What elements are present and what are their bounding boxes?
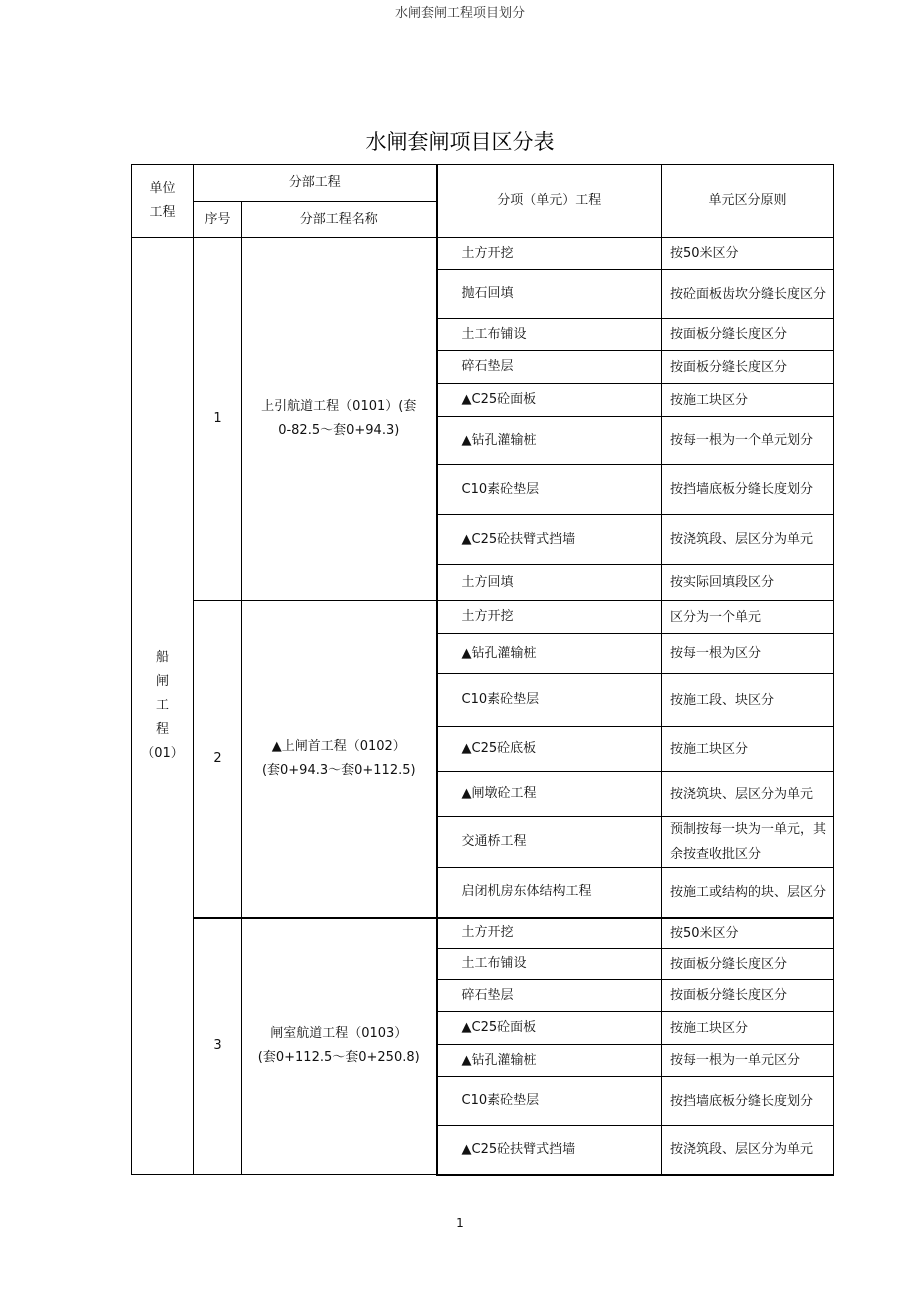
division-seq: 2 — [194, 601, 242, 918]
item-cell: C10素砼垫层 — [437, 1077, 662, 1126]
rule-cell: 按每一根为区分 — [662, 634, 834, 674]
item-cell: ▲C25砼扶臂式挡墙 — [437, 1126, 662, 1175]
item-cell: 土方开挖 — [437, 238, 662, 270]
rule-cell: 按面板分缝长度区分 — [662, 319, 834, 351]
header-division-name: 分部工程名称 — [242, 202, 437, 238]
header-item: 分项（单元）工程 — [437, 165, 662, 238]
rule-cell: 按挡墙底板分缝长度划分 — [662, 1077, 834, 1126]
item-cell: ▲钻孔灌输桩 — [437, 634, 662, 674]
table-row — [132, 918, 834, 949]
unit-char: （01） — [141, 746, 184, 761]
item-cell: 启闭机房东体结构工程 — [437, 868, 662, 918]
unit-char: 工 — [155, 698, 169, 713]
division-name-line2: (套0+94.3～套0+112.5) — [261, 762, 416, 778]
rule-cell: 按施工或结构的块、层区分 — [662, 868, 834, 918]
division-name — [242, 238, 437, 601]
rule-cell: 预制按每一块为一单元，其余按查收批区分 — [662, 817, 834, 868]
item-cell: 交通桥工程 — [437, 817, 662, 868]
table-row — [132, 601, 834, 634]
rule-cell: 按面板分缝长度区分 — [662, 949, 834, 980]
rule-cell: 按面板分缝长度区分 — [662, 980, 834, 1012]
item-cell: 碎石垫层 — [437, 351, 662, 384]
header-unit — [132, 165, 194, 238]
division-name-line1: 闸室航道工程（0103） — [270, 1026, 408, 1042]
rule-cell: 按每一根为一个单元划分 — [662, 417, 834, 465]
division-seq: 1 — [194, 238, 242, 601]
rule-cell: 按实际回填段区分 — [662, 565, 834, 601]
header-unit-line2: 工程 — [149, 205, 176, 220]
rule-cell: 按面板分缝长度区分 — [662, 351, 834, 384]
table-row — [132, 238, 834, 270]
item-cell: ▲C25砼扶臂式挡墙 — [437, 515, 662, 565]
division-name — [242, 601, 437, 918]
rule-cell: 按施工块区分 — [662, 384, 834, 417]
item-cell: ▲C25砼面板 — [437, 384, 662, 417]
division-name-line1: ▲上闸首工程（0102） — [271, 738, 406, 754]
item-cell: 土工布铺设 — [437, 319, 662, 351]
item-cell: ▲钻孔灌输桩 — [437, 417, 662, 465]
rule-cell: 按50米区分 — [662, 918, 834, 949]
header-division-group: 分部工程 — [194, 165, 437, 202]
rule-cell: 按每一根为一单元区分 — [662, 1045, 834, 1077]
rule-cell: 按浇筑段、层区分为单元 — [662, 515, 834, 565]
item-cell: C10素砼垫层 — [437, 674, 662, 727]
item-cell: 土方开挖 — [437, 918, 662, 949]
header-seq: 序号 — [194, 202, 242, 238]
header-rule: 单元区分原则 — [662, 165, 834, 238]
page-number: 1 — [456, 1216, 464, 1230]
item-cell: ▲C25砼面板 — [437, 1012, 662, 1045]
rule-cell: 按施工块区分 — [662, 1012, 834, 1045]
rule-cell: 按50米区分 — [662, 238, 834, 270]
item-cell: 土方回填 — [437, 565, 662, 601]
rule-cell: 按挡墙底板分缝长度划分 — [662, 465, 834, 515]
document-title: 水闸套闸项目区分表 — [365, 130, 555, 154]
division-name — [242, 918, 437, 1175]
rule-cell: 区分为一个单元 — [662, 601, 834, 634]
rule-cell: 按施工块区分 — [662, 727, 834, 772]
item-cell: 土工布铺设 — [437, 949, 662, 980]
division-seq: 3 — [194, 918, 242, 1175]
header-unit-line1: 单位 — [149, 181, 176, 196]
item-cell: ▲C25砼底板 — [437, 727, 662, 772]
division-name-line2: (套0+112.5～套0+250.8) — [257, 1050, 420, 1066]
rule-cell: 按砼面板齿坎分缝长度区分 — [662, 270, 834, 319]
unit-char: 程 — [155, 722, 169, 737]
rule-cell: 按浇筑块、层区分为单元 — [662, 772, 834, 817]
item-cell: 抛石回填 — [437, 270, 662, 319]
item-cell: 碎石垫层 — [437, 980, 662, 1012]
rule-cell: 按施工段、块区分 — [662, 674, 834, 727]
item-cell: C10素砼垫层 — [437, 465, 662, 515]
item-cell: ▲闸墩砼工程 — [437, 772, 662, 817]
division-table — [131, 164, 834, 1176]
item-cell: ▲钻孔灌输桩 — [437, 1045, 662, 1077]
rule-cell: 按浇筑段、层区分为单元 — [662, 1126, 834, 1175]
running-header: 水闸套闸工程项目划分 — [394, 6, 525, 21]
division-name-line1: 上引航道工程（0101）(套 — [261, 399, 417, 414]
division-name-line2: 0-82.5～套0+94.3) — [278, 423, 400, 438]
unit-char: 闸 — [155, 674, 169, 689]
unit-char: 船 — [155, 650, 169, 665]
item-cell: 土方开挖 — [437, 601, 662, 634]
unit-cell — [132, 238, 194, 1175]
